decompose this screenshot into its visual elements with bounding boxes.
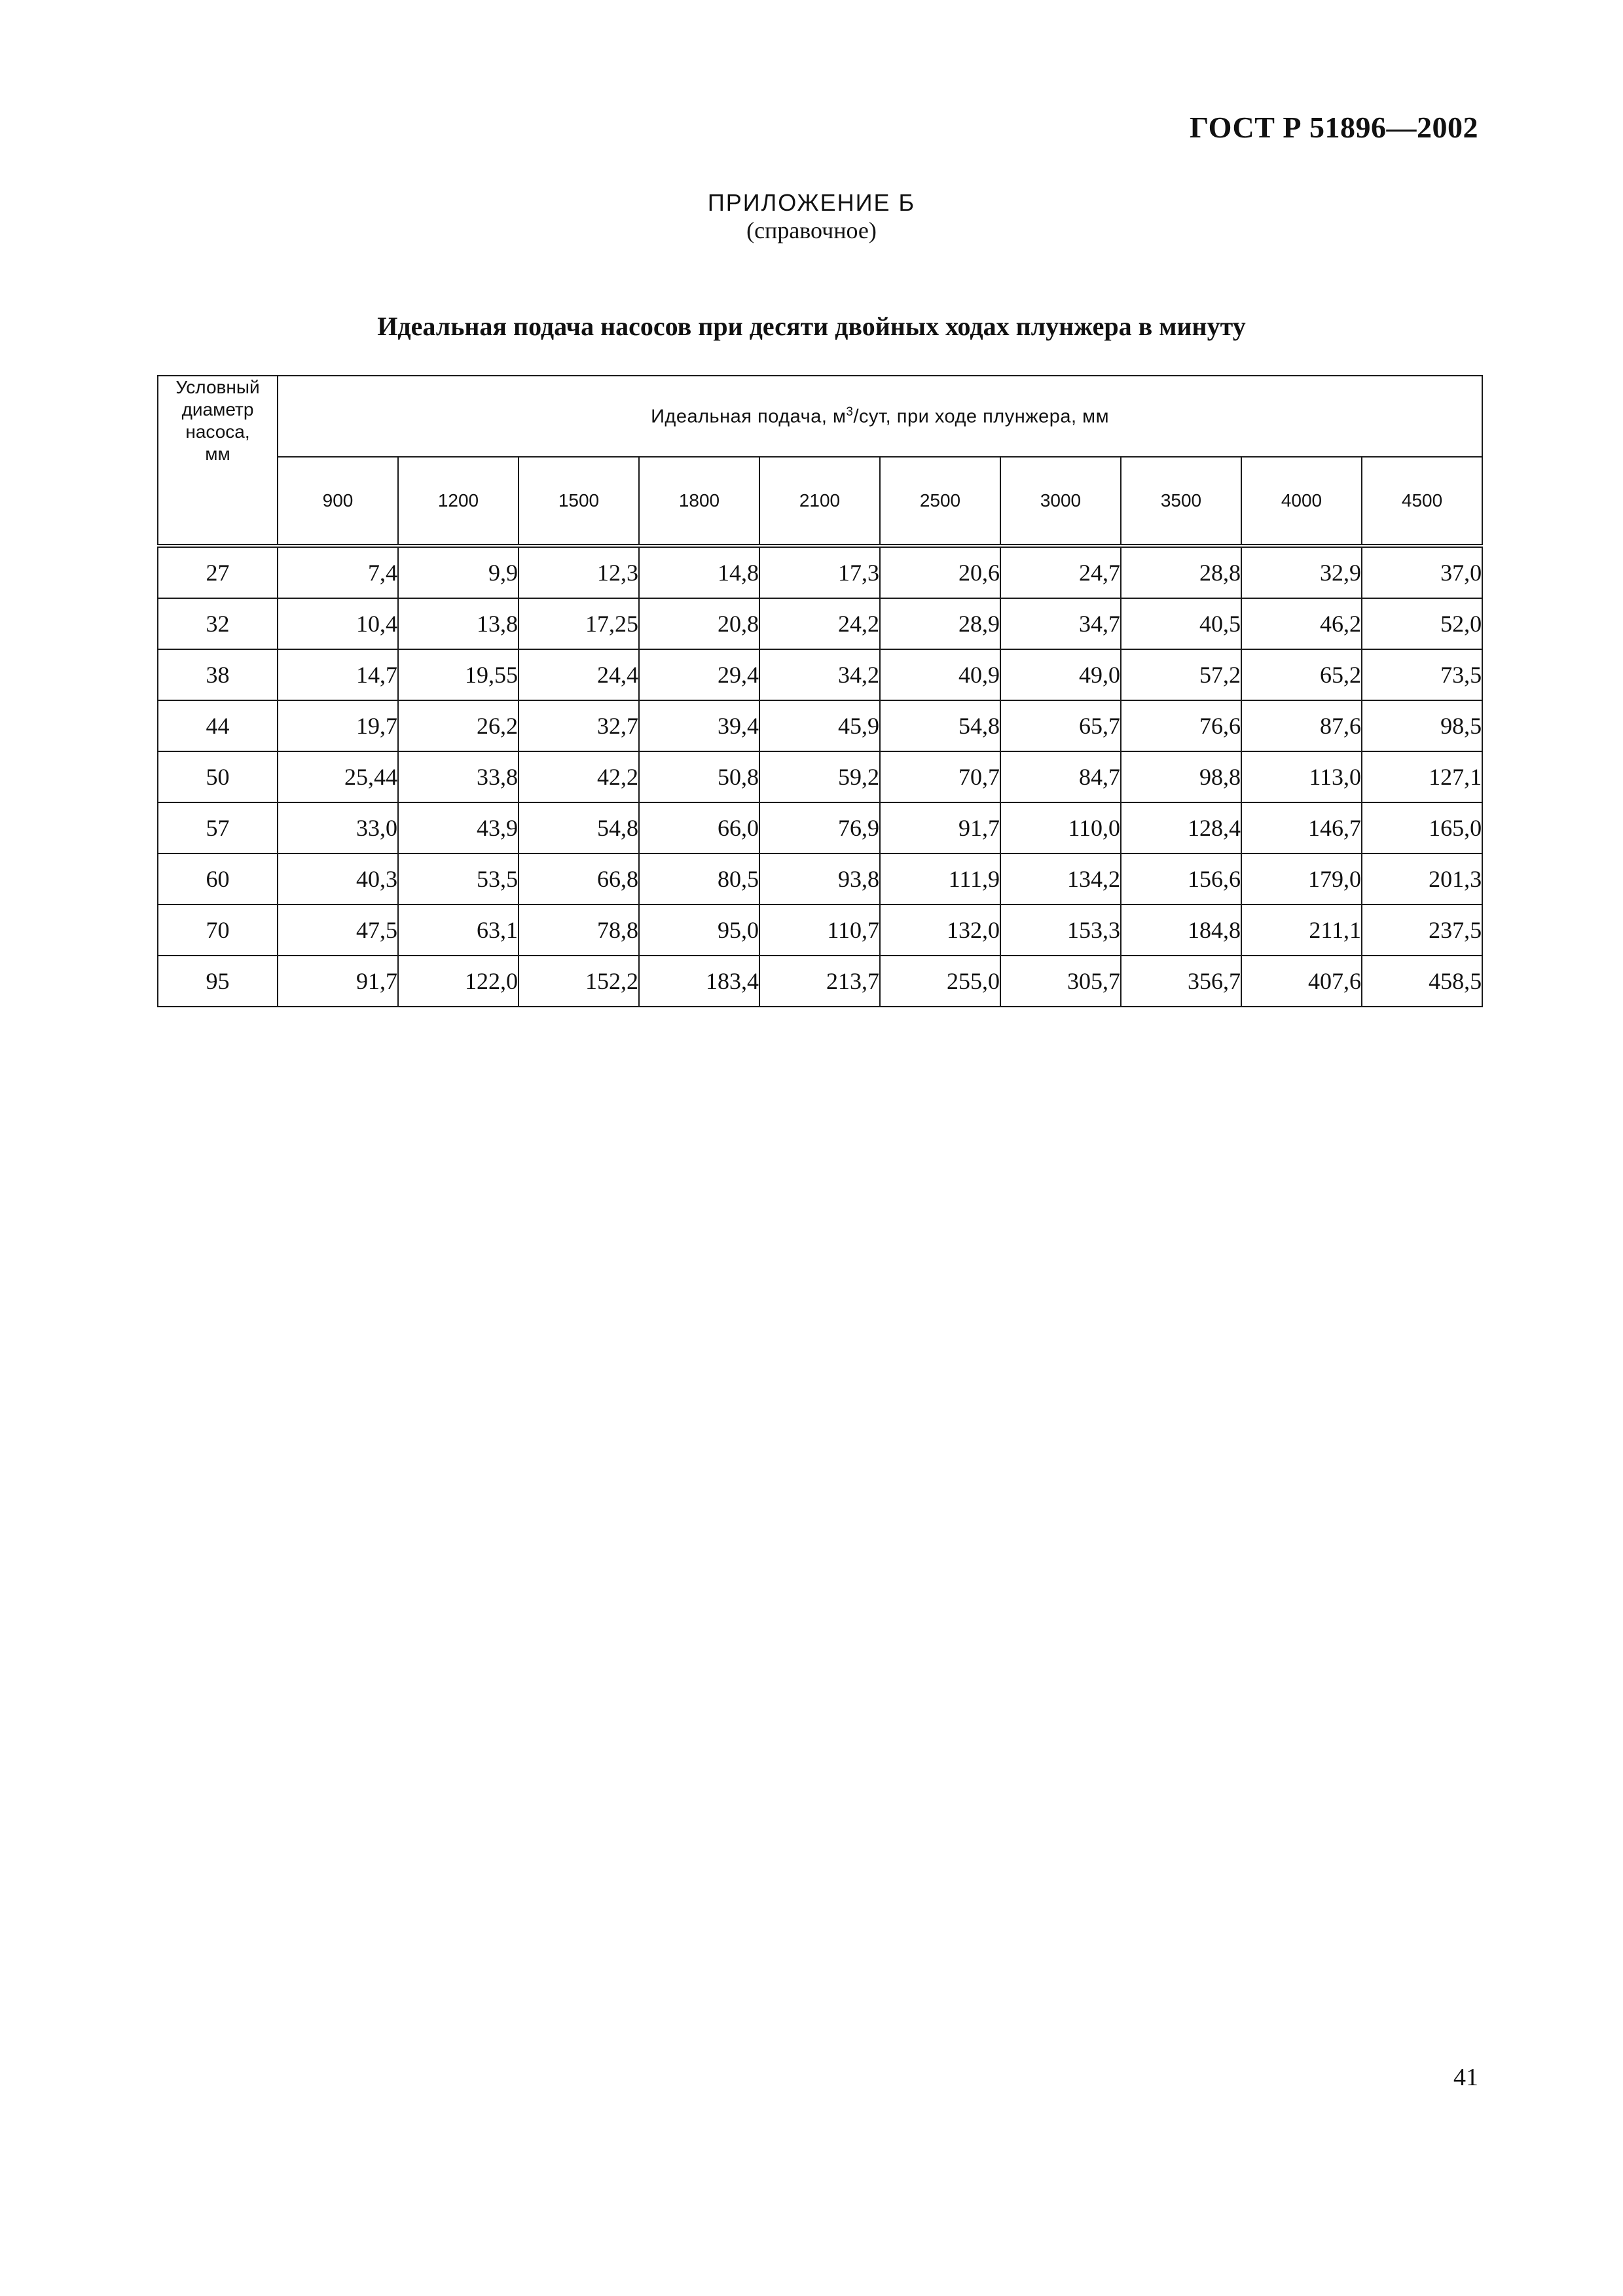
supply-value-cell: 184,8 — [1121, 905, 1241, 956]
supply-value-cell: 54,8 — [880, 700, 1000, 751]
supply-value-cell: 152,2 — [519, 956, 639, 1007]
supply-value-cell: 128,4 — [1121, 802, 1241, 853]
stroke-length-header: 4500 — [1362, 457, 1482, 546]
supply-value-cell: 59,2 — [759, 751, 880, 802]
supply-value-cell: 179,0 — [1241, 853, 1362, 905]
supply-value-cell: 113,0 — [1241, 751, 1362, 802]
supply-value-cell: 47,5 — [278, 905, 398, 956]
supply-value-cell: 17,25 — [519, 598, 639, 649]
diameter-cell: 44 — [158, 700, 278, 751]
page-number: 41 — [1453, 2064, 1478, 2091]
supply-value-cell: 12,3 — [519, 546, 639, 598]
diameter-header-line: диаметр — [181, 399, 254, 420]
supply-value-cell: 50,8 — [639, 751, 759, 802]
supply-header-superscript: 3 — [846, 404, 854, 419]
supply-value-cell: 87,6 — [1241, 700, 1362, 751]
supply-value-cell: 32,9 — [1241, 546, 1362, 598]
supply-value-cell: 10,4 — [278, 598, 398, 649]
supply-value-cell: 24,4 — [519, 649, 639, 700]
stroke-length-header: 1800 — [639, 457, 759, 546]
supply-value-cell: 255,0 — [880, 956, 1000, 1007]
supply-value-cell: 7,4 — [278, 546, 398, 598]
supply-value-cell: 43,9 — [398, 802, 519, 853]
diameter-cell: 60 — [158, 853, 278, 905]
supply-value-cell: 37,0 — [1362, 546, 1482, 598]
supply-value-cell: 66,0 — [639, 802, 759, 853]
diameter-header-line: мм — [205, 444, 230, 464]
supply-value-cell: 93,8 — [759, 853, 880, 905]
supply-value-cell: 84,7 — [1000, 751, 1121, 802]
table-row — [158, 751, 1482, 802]
supply-value-cell: 146,7 — [1241, 802, 1362, 853]
supply-value-cell: 201,3 — [1362, 853, 1482, 905]
supply-value-cell: 57,2 — [1121, 649, 1241, 700]
supply-value-cell: 32,7 — [519, 700, 639, 751]
table-row — [158, 853, 1482, 905]
supply-value-cell: 65,7 — [1000, 700, 1121, 751]
supply-value-cell: 110,0 — [1000, 802, 1121, 853]
supply-value-cell: 28,9 — [880, 598, 1000, 649]
supply-value-cell: 28,8 — [1121, 546, 1241, 598]
supply-value-cell: 20,6 — [880, 546, 1000, 598]
supply-value-cell: 213,7 — [759, 956, 880, 1007]
supply-value-cell: 165,0 — [1362, 802, 1482, 853]
table-row — [158, 598, 1482, 649]
supply-value-cell: 78,8 — [519, 905, 639, 956]
stroke-length-header: 1200 — [398, 457, 519, 546]
table-row — [158, 649, 1482, 700]
supply-value-cell: 40,5 — [1121, 598, 1241, 649]
supply-group-header — [278, 376, 1482, 457]
supply-value-cell: 42,2 — [519, 751, 639, 802]
supply-value-cell: 14,8 — [639, 546, 759, 598]
supply-value-cell: 34,7 — [1000, 598, 1121, 649]
supply-value-cell: 183,4 — [639, 956, 759, 1007]
supply-value-cell: 33,0 — [278, 802, 398, 853]
diameter-cell: 70 — [158, 905, 278, 956]
supply-value-cell: 110,7 — [759, 905, 880, 956]
pump-supply-table — [157, 375, 1483, 1007]
supply-value-cell: 73,5 — [1362, 649, 1482, 700]
table-row — [158, 700, 1482, 751]
supply-header-text-end: /сут, при ходе плунжера, мм — [853, 406, 1110, 427]
table-row — [158, 546, 1482, 598]
supply-value-cell: 29,4 — [639, 649, 759, 700]
supply-value-cell: 25,44 — [278, 751, 398, 802]
diameter-cell: 27 — [158, 546, 278, 598]
diameter-header-line: Условный — [175, 377, 260, 397]
supply-value-cell: 95,0 — [639, 905, 759, 956]
table-row — [158, 905, 1482, 956]
supply-value-cell: 91,7 — [880, 802, 1000, 853]
supply-value-cell: 46,2 — [1241, 598, 1362, 649]
stroke-length-header: 3000 — [1000, 457, 1121, 546]
appendix-subtitle: (справочное) — [746, 217, 877, 243]
supply-value-cell: 34,2 — [759, 649, 880, 700]
supply-value-cell: 70,7 — [880, 751, 1000, 802]
supply-value-cell: 237,5 — [1362, 905, 1482, 956]
supply-value-cell: 65,2 — [1241, 649, 1362, 700]
supply-value-cell: 13,8 — [398, 598, 519, 649]
supply-value-cell: 458,5 — [1362, 956, 1482, 1007]
supply-value-cell: 19,55 — [398, 649, 519, 700]
supply-value-cell: 134,2 — [1000, 853, 1121, 905]
supply-value-cell: 54,8 — [519, 802, 639, 853]
supply-value-cell: 305,7 — [1000, 956, 1121, 1007]
supply-value-cell: 80,5 — [639, 853, 759, 905]
supply-value-cell: 98,8 — [1121, 751, 1241, 802]
supply-value-cell: 17,3 — [759, 546, 880, 598]
stroke-length-header: 4000 — [1241, 457, 1362, 546]
stroke-length-header: 1500 — [519, 457, 639, 546]
supply-value-cell: 356,7 — [1121, 956, 1241, 1007]
stroke-length-header: 3500 — [1121, 457, 1241, 546]
stroke-length-header: 2500 — [880, 457, 1000, 546]
supply-value-cell: 40,3 — [278, 853, 398, 905]
supply-value-cell: 122,0 — [398, 956, 519, 1007]
table-row — [158, 802, 1482, 853]
diameter-header-line: насоса, — [185, 422, 250, 442]
supply-value-cell: 91,7 — [278, 956, 398, 1007]
supply-value-cell: 19,7 — [278, 700, 398, 751]
supply-value-cell: 76,6 — [1121, 700, 1241, 751]
table-row — [158, 956, 1482, 1007]
supply-value-cell: 14,7 — [278, 649, 398, 700]
supply-value-cell: 98,5 — [1362, 700, 1482, 751]
stroke-length-header: 2100 — [759, 457, 880, 546]
supply-value-cell: 132,0 — [880, 905, 1000, 956]
supply-value-cell: 111,9 — [880, 853, 1000, 905]
supply-value-cell: 66,8 — [519, 853, 639, 905]
supply-header-text: Идеальная подача, м — [651, 406, 847, 427]
supply-value-cell: 52,0 — [1362, 598, 1482, 649]
stroke-length-header: 900 — [278, 457, 398, 546]
supply-value-cell: 153,3 — [1000, 905, 1121, 956]
diameter-cell: 57 — [158, 802, 278, 853]
supply-value-cell: 53,5 — [398, 853, 519, 905]
supply-value-cell: 45,9 — [759, 700, 880, 751]
diameter-cell: 38 — [158, 649, 278, 700]
document-code: ГОСТ Р 51896—2002 — [1190, 111, 1478, 144]
table-title: Идеальная подача насосов при десяти двойных ходах плунжера в минуту — [377, 312, 1246, 341]
supply-value-cell: 9,9 — [398, 546, 519, 598]
diameter-cell: 32 — [158, 598, 278, 649]
supply-value-cell: 156,6 — [1121, 853, 1241, 905]
supply-value-cell: 211,1 — [1241, 905, 1362, 956]
diameter-column-header — [158, 376, 278, 546]
supply-value-cell: 24,2 — [759, 598, 880, 649]
supply-value-cell: 63,1 — [398, 905, 519, 956]
supply-value-cell: 407,6 — [1241, 956, 1362, 1007]
supply-value-cell: 26,2 — [398, 700, 519, 751]
supply-value-cell: 39,4 — [639, 700, 759, 751]
supply-value-cell: 76,9 — [759, 802, 880, 853]
diameter-cell: 95 — [158, 956, 278, 1007]
supply-value-cell: 49,0 — [1000, 649, 1121, 700]
diameter-cell: 50 — [158, 751, 278, 802]
supply-value-cell: 24,7 — [1000, 546, 1121, 598]
supply-value-cell: 20,8 — [639, 598, 759, 649]
supply-value-cell: 40,9 — [880, 649, 1000, 700]
supply-value-cell: 33,8 — [398, 751, 519, 802]
appendix-title: ПРИЛОЖЕНИЕ Б — [707, 189, 916, 216]
supply-value-cell: 127,1 — [1362, 751, 1482, 802]
